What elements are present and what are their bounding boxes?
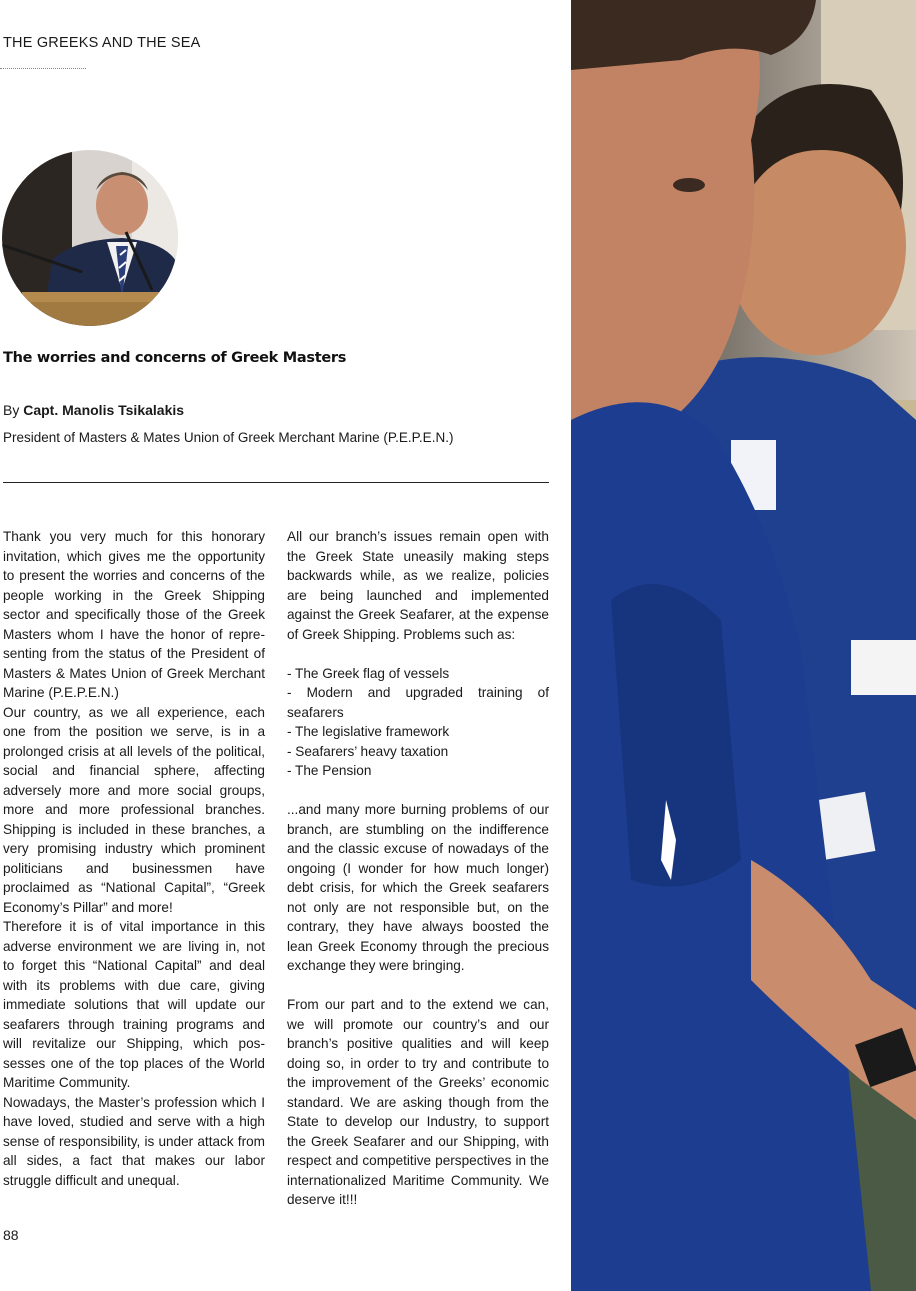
paragraph: Our country, as we all experience, each one from the position we serve, is in a prolonged crisis at all levels of the political, social and financial sphere, affecting adversely more and more social groups, more and more professional branches. Shipping is included in these branches, a very promising industry which prominent politicians and businessmen have proclaimed as “National Capital”, “Greek Economy’s Pillar” and more! [3,704,265,915]
page-number: 88 [3,1227,19,1243]
left-column [3,527,265,1190]
paragraph: Thank you very much for this honorary invitation, which gives me the opportunity to present the worries and concerns of the people working in the Greek Shipping sector and specifically those of the Greek Masters whom I have the honor of representing from the status of the President of Masters & Mates Union of Greek Merchant Marine (P.E.P.E.N.) [3,529,265,700]
dotted-divider [0,68,86,69]
paragraph: ...and many more burning problems of our branch, are stumbling on the indifference and the classic excuse of nowadays of the ongoing (I wonder for how much longer) debt crisis, for which the Greek seafarers not only are not responsible but, on the contrary, they have always boosted the lean Greek Economy through the precious exchange they were bringing. [287,802,549,973]
problem-item: - The legislative framework [287,724,450,739]
paragraph: All our branch’s issues remain open with the Greek State uneasily making steps backwards while, as we realize, policies are being launched and implemented against the Greek Seafarer, at the expense of Greek Shipping. Problems such as: [287,529,549,642]
author-portrait [2,150,178,326]
by-prefix: By [3,402,20,418]
paragraph: Nowadays, the Master’s profession which I have loved, studied and serve with a high sense of responsibility, is under attack from all sides, a fact that makes our labor struggle difficult and unequal. [3,1094,265,1188]
article-headline: The worries and concerns of Greek Masters [3,350,347,366]
paragraph: From our part and to the extend we can, we will promote our country’s and our branch’s positive qualities and will keep doing so, in order to try and contribute to the improvement of the Greeks’ economic standard. We are asking though from the State to develop our Industry, to support the Greek Seafarer and our Shipping, with respect and competitive perspectives in the internationalized Maritime Community. We deserve it!!! [287,997,549,1207]
problem-item: - The Pension [287,763,372,778]
section-title: THE GREEKS AND THE SEA [3,35,201,51]
byline [3,402,184,418]
author-role: President of Masters & Mates Union of Greek Merchant Marine (P.E.P.E.N.) [3,430,454,445]
problem-item: - Modern and upgraded training of seafarers [287,685,549,720]
paragraph: Therefore it is of vital importance in this adverse environment we are living in, not to forget this “National Capital” and deal with its problems with due care, giving immediate solutions that will update our seafarers through training programs and will revitalize our Shipping, which possesses one of the top places of the World Maritime Community. [3,919,265,1090]
problem-item: - Seafarers’ heavy taxation [287,743,449,759]
seafarers-photo [571,0,916,1291]
problem-item: - The Greek flag of vessels [287,665,450,681]
right-column [287,527,549,1210]
horizontal-rule [3,482,549,483]
author-name: Capt. Manolis Tsikalakis [23,402,185,418]
